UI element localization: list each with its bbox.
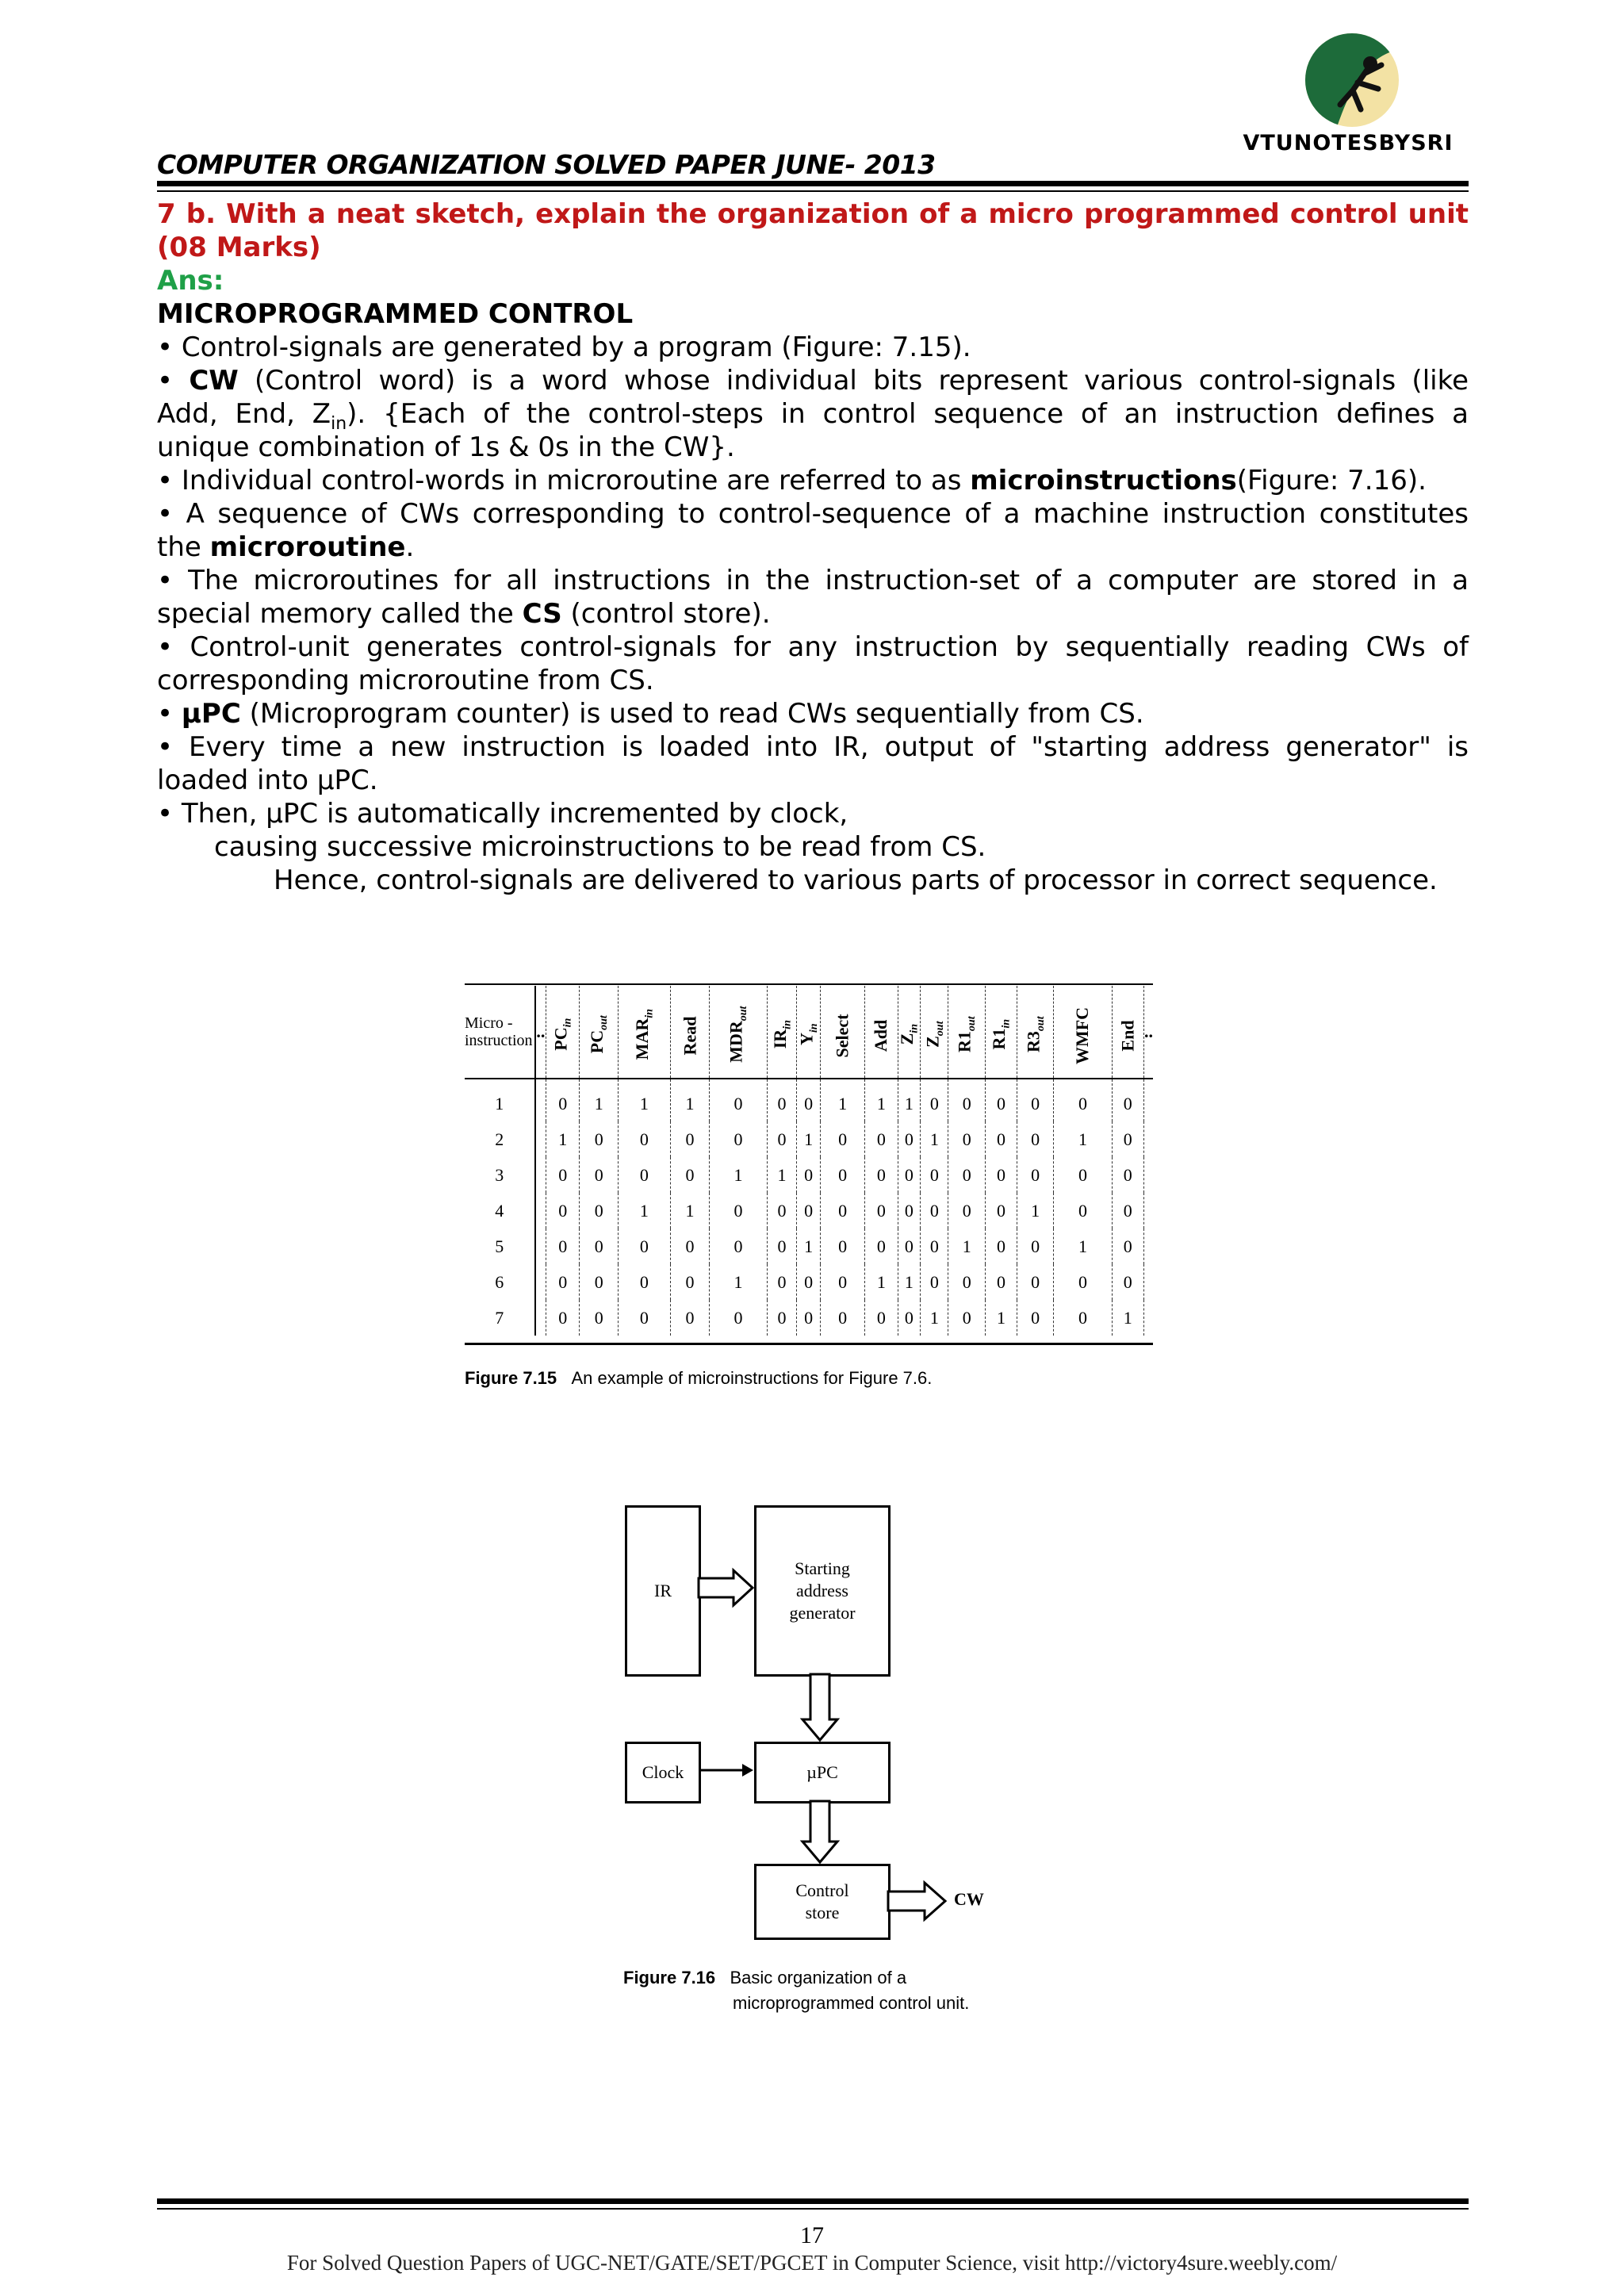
- row-number: 6: [465, 1264, 535, 1300]
- bit-cell: 0: [898, 1157, 921, 1193]
- bit-cell: 0: [1017, 1121, 1054, 1157]
- col-head-add: Add: [865, 986, 898, 1079]
- bit-cell: 0: [948, 1264, 986, 1300]
- bit-cell: 0: [1017, 1264, 1054, 1300]
- bullet-4-line-1: • A sequence of CWs corresponding to control-sequence of a machine instruction constitutes: [157, 498, 1469, 530]
- cw-label: CW: [954, 1889, 984, 1909]
- dots-cell-end: [1144, 1264, 1154, 1300]
- bit-cell: 0: [797, 1157, 821, 1193]
- col-head-yin: $Y_{in}$: [797, 986, 821, 1079]
- table-top-rule: [465, 983, 1153, 985]
- bit-cell: 0: [580, 1228, 619, 1264]
- bullet-5-line-1: • The microroutines for all instructions in the instruction-set of a computer are stored in a: [157, 565, 1469, 596]
- bit-cell: 0: [898, 1121, 921, 1157]
- table-bottom-rule: [465, 1343, 1153, 1345]
- bit-cell: 0: [710, 1228, 767, 1264]
- bit-cell: 1: [670, 1193, 710, 1228]
- bit-cell: 0: [580, 1300, 619, 1336]
- table-row: [465, 1193, 1153, 1228]
- bullet-5-line-2: special memory called the CS (control store).: [157, 598, 771, 630]
- bit-cell: 0: [865, 1300, 898, 1336]
- bit-cell: 1: [670, 1079, 710, 1121]
- bit-cell: 0: [580, 1121, 619, 1157]
- dots-cell: [535, 1079, 546, 1121]
- row-number: 7: [465, 1300, 535, 1336]
- table-row: [465, 1121, 1153, 1157]
- bullet-6-line-2: corresponding microroutine from CS.: [157, 665, 654, 696]
- dots-cell: [535, 1228, 546, 1264]
- bit-cell: 1: [710, 1157, 767, 1193]
- bullet-2-line-1: • CW (Control word) is a word whose individual bits represent various control-signals (like: [157, 365, 1469, 397]
- bit-cell: 0: [821, 1121, 865, 1157]
- bullet-9-line-1: • Then, µPC is automatically incremented by clock,: [157, 798, 848, 830]
- bit-cell: 0: [948, 1193, 986, 1228]
- figure-7-15-caption: Figure 7.15 An example of microinstructions for Figure 7.6.: [465, 1368, 933, 1388]
- figure-7-16-caption: Figure 7.16 Basic organization of a microprogrammed control unit.: [623, 1968, 970, 2013]
- bit-cell: 0: [710, 1121, 767, 1157]
- bit-cell: 0: [670, 1121, 710, 1157]
- header-rule-thin: [157, 190, 1469, 192]
- bit-cell: 0: [619, 1157, 670, 1193]
- bullet-1: • Control-signals are generated by a program (Figure: 7.15).: [157, 332, 971, 363]
- bit-cell: 0: [619, 1264, 670, 1300]
- bit-cell: 0: [619, 1228, 670, 1264]
- bit-cell: 0: [898, 1300, 921, 1336]
- bit-cell: 1: [921, 1300, 948, 1336]
- logo-text: VTUNOTESBYSRI: [1243, 131, 1454, 155]
- bit-cell: 0: [1017, 1157, 1054, 1193]
- col-head-read: Read: [670, 986, 710, 1079]
- bit-cell: 1: [898, 1079, 921, 1121]
- logo-emblem: [1305, 33, 1399, 127]
- bullet-2-line-2: Add, End, $Z_{in}$). {Each of the control-steps in control sequence of an instruction defines a: [157, 398, 1469, 434]
- bullet-2-line-3: unique combination of 1s & 0s in the CW}.: [157, 431, 735, 463]
- dots-cell: [535, 1264, 546, 1300]
- table-row: [465, 1264, 1153, 1300]
- col-head-irin: $IR_{in}$: [767, 986, 797, 1079]
- col-head-dots: ..: [535, 986, 546, 1079]
- bit-cell: 1: [797, 1121, 821, 1157]
- dots-cell: [535, 1193, 546, 1228]
- bit-cell: 0: [797, 1079, 821, 1121]
- bit-cell: 1: [986, 1300, 1017, 1336]
- ir-box: IR: [625, 1505, 701, 1677]
- microinstruction-table: [465, 986, 1153, 1336]
- bit-cell: 0: [986, 1264, 1017, 1300]
- col-head-r1out: $R1_{out}$: [948, 986, 986, 1079]
- dots-cell-end: [1144, 1300, 1154, 1336]
- bit-cell: 0: [1017, 1079, 1054, 1121]
- bit-cell: 0: [1054, 1079, 1112, 1121]
- bit-cell: 0: [670, 1157, 710, 1193]
- bit-cell: 0: [670, 1264, 710, 1300]
- bit-cell: 0: [821, 1264, 865, 1300]
- bit-cell: 0: [986, 1157, 1017, 1193]
- arrow-upc-to-cs: [802, 1801, 837, 1862]
- dots-cell-end: [1144, 1193, 1154, 1228]
- dots-cell: [535, 1300, 546, 1336]
- question-marks: (08 Marks): [157, 232, 321, 263]
- bit-cell: 0: [797, 1264, 821, 1300]
- col-head-pcin: $PC_{in}$: [546, 986, 580, 1079]
- bit-cell: 0: [767, 1193, 797, 1228]
- bit-cell: 0: [619, 1121, 670, 1157]
- arrow-sag-to-upc: [802, 1674, 837, 1740]
- bit-cell: 0: [865, 1121, 898, 1157]
- arrow-ir-to-sag: [699, 1570, 753, 1605]
- bit-cell: 1: [1054, 1228, 1112, 1264]
- footer-rule: [157, 2198, 1469, 2204]
- question-line-1: 7 b. With a neat sketch, explain the organization of a micro programmed control unit: [157, 198, 1469, 230]
- bit-cell: 0: [865, 1157, 898, 1193]
- bit-cell: 1: [1054, 1121, 1112, 1157]
- dots-cell-end: [1144, 1157, 1154, 1193]
- bullet-8-line-2: loaded into µPC.: [157, 765, 378, 796]
- bit-cell: 0: [921, 1079, 948, 1121]
- bit-cell: 0: [986, 1228, 1017, 1264]
- bit-cell: 0: [1112, 1228, 1143, 1264]
- bit-cell: 1: [948, 1228, 986, 1264]
- bit-cell: 0: [921, 1228, 948, 1264]
- page-number: 17: [800, 2222, 824, 2248]
- bit-cell: 0: [670, 1300, 710, 1336]
- row-number: 2: [465, 1121, 535, 1157]
- bit-cell: 0: [710, 1079, 767, 1121]
- col-head-select: Select: [821, 986, 865, 1079]
- col-head-zout: $Z_{out}$: [921, 986, 948, 1079]
- bit-cell: 0: [1112, 1157, 1143, 1193]
- row-number: 1: [465, 1079, 535, 1121]
- bit-cell: 1: [865, 1079, 898, 1121]
- control-store-box: Control store: [754, 1864, 891, 1940]
- bit-cell: 1: [619, 1079, 670, 1121]
- row-number: 4: [465, 1193, 535, 1228]
- bullet-6-line-1: • Control-unit generates control-signals for any instruction by sequentially reading CWs of: [157, 631, 1469, 663]
- bit-cell: 0: [1054, 1157, 1112, 1193]
- bit-cell: 0: [670, 1228, 710, 1264]
- bit-cell: 0: [546, 1228, 580, 1264]
- bit-cell: 0: [986, 1079, 1017, 1121]
- arrow-clock-head: [742, 1764, 753, 1777]
- footer-note: For Solved Question Papers of UGC-NET/GATE/SET/PGCET in Computer Science, visit http://victory4sure.weebly.com/: [286, 2251, 1338, 2275]
- bit-cell: 0: [767, 1228, 797, 1264]
- table-header-row: [465, 986, 1153, 1079]
- bullet-8-line-1: • Every time a new instruction is loaded into IR, output of "starting address generator" is: [157, 731, 1469, 763]
- upc-box: µPC: [754, 1742, 891, 1803]
- bit-cell: 0: [710, 1300, 767, 1336]
- bit-cell: 0: [1017, 1300, 1054, 1336]
- bit-cell: 1: [921, 1121, 948, 1157]
- bit-cell: 0: [767, 1121, 797, 1157]
- dots-cell-end: [1144, 1079, 1154, 1121]
- bit-cell: 0: [1054, 1264, 1112, 1300]
- col-head-pcout: $PC_{out}$: [580, 986, 619, 1079]
- bit-cell: 0: [948, 1079, 986, 1121]
- bit-cell: 0: [821, 1193, 865, 1228]
- bit-cell: 0: [1112, 1264, 1143, 1300]
- bit-cell: 1: [865, 1264, 898, 1300]
- bit-cell: 0: [921, 1264, 948, 1300]
- row-number: 5: [465, 1228, 535, 1264]
- bit-cell: 0: [986, 1121, 1017, 1157]
- bullet-3: • Individual control-words in microroutine are referred to as microinstructions(Figure: 7.16).: [157, 465, 1427, 496]
- bit-cell: 0: [580, 1193, 619, 1228]
- bit-cell: 0: [948, 1121, 986, 1157]
- bit-cell: 0: [821, 1157, 865, 1193]
- bit-cell: 0: [546, 1157, 580, 1193]
- bullet-4-line-2: the microroutine.: [157, 531, 415, 563]
- bit-cell: 0: [797, 1300, 821, 1336]
- bullet-9-line-3: Hence, control-signals are delivered to various parts of processor in correct sequence.: [274, 864, 1438, 896]
- bit-cell: 0: [821, 1300, 865, 1336]
- bit-cell: 0: [767, 1079, 797, 1121]
- col-head-r3out: $R3_{out}$: [1017, 986, 1054, 1079]
- bit-cell: 0: [1112, 1079, 1143, 1121]
- table-row: [465, 1079, 1153, 1121]
- bit-cell: 0: [797, 1193, 821, 1228]
- table-row: [465, 1157, 1153, 1193]
- dots-cell-end: [1144, 1228, 1154, 1264]
- dots-cell: [535, 1121, 546, 1157]
- col-head-microinstruction: Micro - instruction: [465, 986, 535, 1079]
- bit-cell: 1: [797, 1228, 821, 1264]
- bit-cell: 0: [865, 1228, 898, 1264]
- bit-cell: 0: [986, 1193, 1017, 1228]
- bit-cell: 0: [898, 1193, 921, 1228]
- starting-address-generator-box: Starting address generator: [754, 1505, 891, 1677]
- bit-cell: 1: [580, 1079, 619, 1121]
- header-title: COMPUTER ORGANIZATION SOLVED PAPER JUNE- 2013: [157, 149, 936, 180]
- bit-cell: 0: [1017, 1228, 1054, 1264]
- bit-cell: 0: [865, 1193, 898, 1228]
- climber-logo-icon: [1305, 33, 1399, 127]
- col-head-zin: $Z_{in}$: [898, 986, 921, 1079]
- section-heading: MICROPROGRAMMED CONTROL: [157, 298, 634, 330]
- col-head-r1in: $R1_{in}$: [986, 986, 1017, 1079]
- bit-cell: 0: [546, 1300, 580, 1336]
- bit-cell: 0: [710, 1193, 767, 1228]
- table-row: [465, 1300, 1153, 1336]
- col-head-dots-end: ..: [1144, 986, 1154, 1079]
- header-rule: [157, 181, 1469, 186]
- bit-cell: 0: [1054, 1300, 1112, 1336]
- col-head-wmfc: WMFC: [1054, 986, 1112, 1079]
- table-row: [465, 1228, 1153, 1264]
- bit-cell: 0: [580, 1264, 619, 1300]
- bit-cell: 1: [1112, 1300, 1143, 1336]
- bit-cell: 1: [619, 1193, 670, 1228]
- bullet-9-line-2: causing successive microinstructions to be read from CS.: [214, 831, 986, 863]
- col-head-mdrout: $MDR_{out}$: [710, 986, 767, 1079]
- bit-cell: 1: [1017, 1193, 1054, 1228]
- dots-cell-end: [1144, 1121, 1154, 1157]
- bullet-7: • µPC (Microprogram counter) is used to read CWs sequentially from CS.: [157, 698, 1144, 730]
- bit-cell: 0: [1112, 1121, 1143, 1157]
- clock-box: Clock: [625, 1742, 701, 1803]
- bit-cell: 1: [821, 1079, 865, 1121]
- bit-cell: 0: [948, 1157, 986, 1193]
- bit-cell: 0: [921, 1193, 948, 1228]
- bit-cell: 0: [619, 1300, 670, 1336]
- bit-cell: 0: [767, 1264, 797, 1300]
- bit-cell: 1: [546, 1121, 580, 1157]
- bit-cell: 0: [580, 1157, 619, 1193]
- bit-cell: 0: [821, 1228, 865, 1264]
- bit-cell: 1: [767, 1157, 797, 1193]
- bit-cell: 0: [767, 1300, 797, 1336]
- col-head-end: End: [1112, 986, 1143, 1079]
- bit-cell: 0: [546, 1193, 580, 1228]
- answer-label: Ans:: [157, 265, 224, 297]
- row-number: 3: [465, 1157, 535, 1193]
- bit-cell: 0: [1054, 1193, 1112, 1228]
- bit-cell: 0: [921, 1157, 948, 1193]
- bit-cell: 0: [546, 1264, 580, 1300]
- bit-cell: 1: [710, 1264, 767, 1300]
- bit-cell: 1: [898, 1264, 921, 1300]
- arrow-cs-to-cw: [888, 1883, 945, 1919]
- col-head-marin: $MAR_{in}$: [619, 986, 670, 1079]
- bit-cell: 0: [948, 1300, 986, 1336]
- bit-cell: 0: [898, 1228, 921, 1264]
- bit-cell: 0: [546, 1079, 580, 1121]
- footer-rule-thin: [157, 2208, 1469, 2210]
- bit-cell: 0: [1112, 1193, 1143, 1228]
- dots-cell: [535, 1157, 546, 1193]
